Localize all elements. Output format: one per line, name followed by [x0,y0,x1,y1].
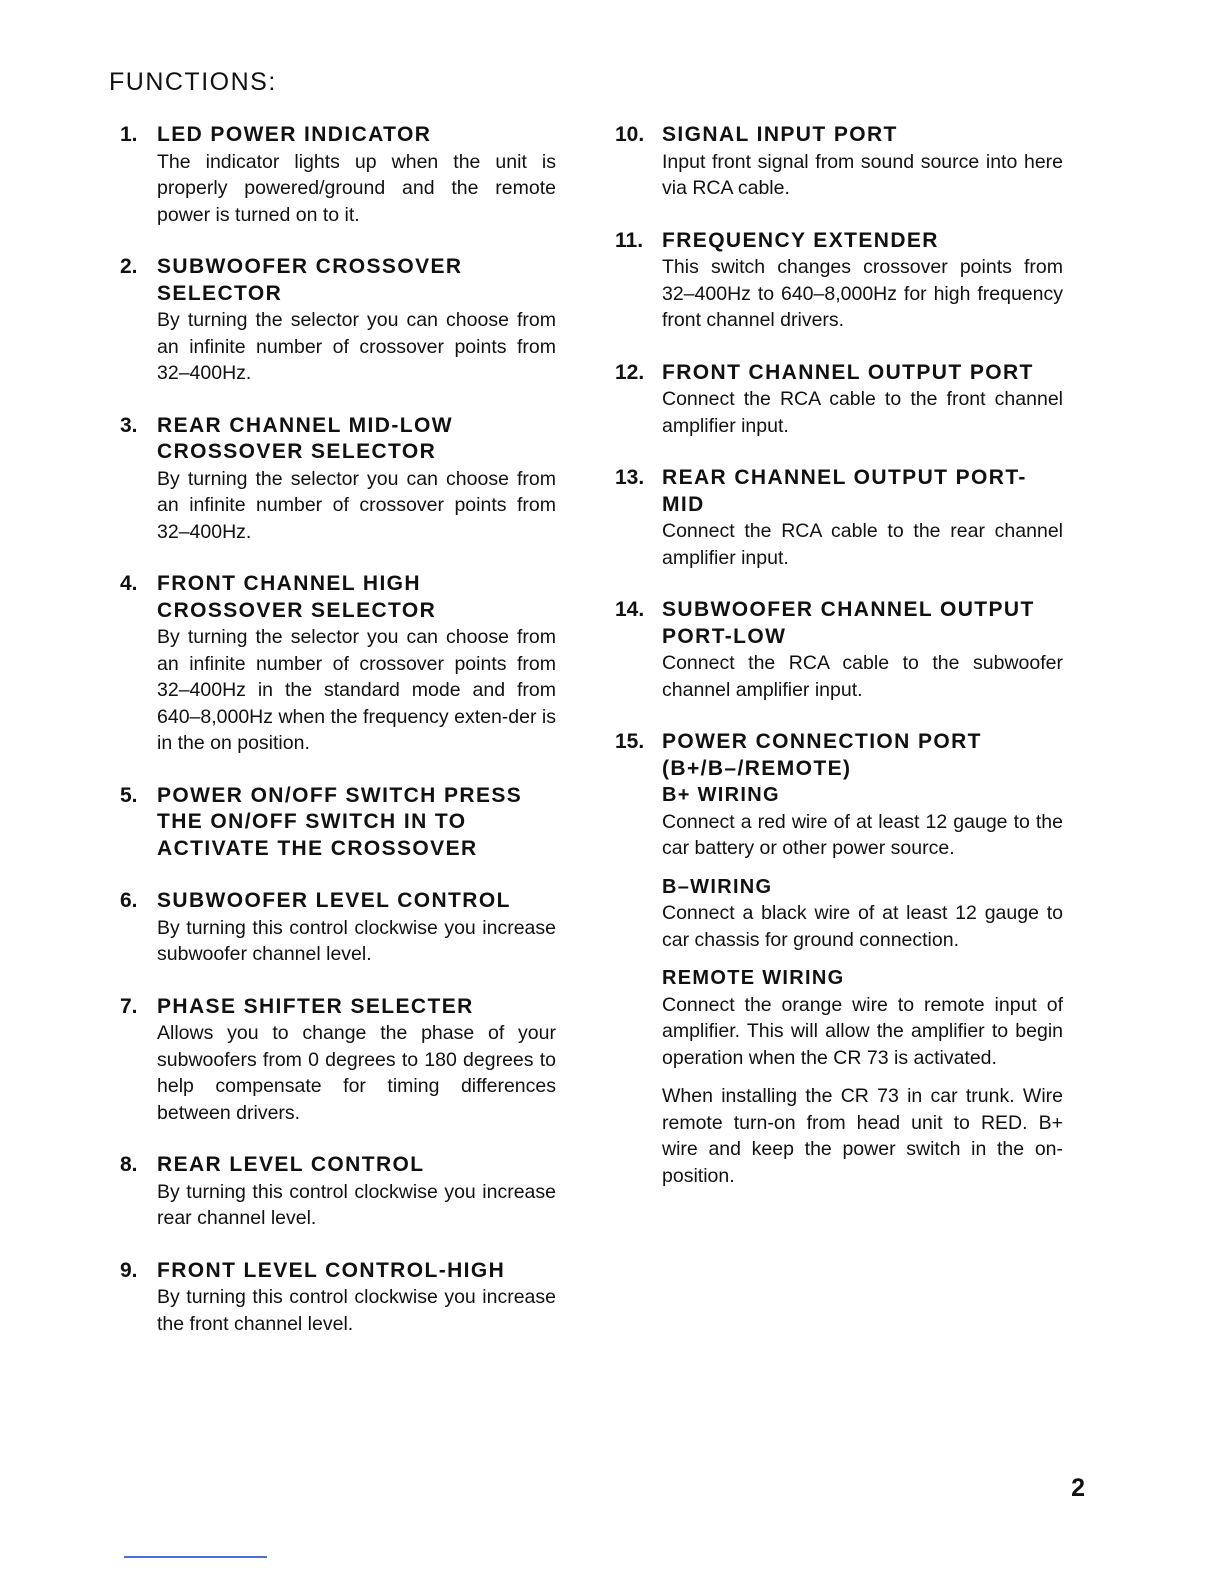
remote-wiring [662,965,1063,1071]
item-description: Connect the RCA cable to the subwoofer channel amplifier input. [662,652,1063,701]
item-heading: SUBWOOFER LEVEL CONTROL [157,889,511,912]
item-number: 15. [615,730,645,753]
function-item [120,1152,556,1232]
b-minus-wiring [662,874,1063,954]
item-number: 5. [120,783,138,807]
function-item [615,597,1063,703]
item-number: 2. [120,255,138,278]
item-description: Allows you to change the phase of your subwoofers from 0 degrees to 180 degrees to help compensate for timing differences between drivers. [157,1022,556,1124]
item-description: By turning this control clockwise you increase rear channel level. [157,1180,556,1229]
item-description: By turning the selector you can choose from an infinite number of crossover points from 32–400Hz. [157,467,556,543]
page-number: 2 [1071,1474,1085,1502]
function-item [120,888,556,968]
item-number: 3. [120,413,138,437]
function-item [120,783,556,863]
function-item [120,571,556,757]
item-number: 8. [120,1153,138,1176]
function-item [120,122,556,228]
item-description: By turning the selector you can choose from an infinite number of crossover points from 32–400Hz in the standard mode and from 640–8,000Hz when the frequency exten-der is in the on position. [157,626,556,754]
item-heading: FREQUENCY EXTENDER [662,228,939,252]
item-heading: FRONT CHANNEL OUTPUT PORT [662,360,1034,384]
item-heading: PHASE SHIFTER SELECTER [157,994,474,1018]
item-heading: POWER CONNECTION PORT (B+/B–/REMOTE) [662,730,982,780]
item-number: 7. [120,994,138,1018]
item-description: By turning this control clockwise you increase subwoofer channel level. [157,916,556,965]
right-column [615,122,1063,1215]
item-heading: SUBWOOFER CROSSOVER SELECTOR [157,255,463,305]
item-number: 13. [615,466,645,489]
item-number: 4. [120,572,138,595]
item-number: 12. [615,360,645,384]
item-description: Connect the RCA cable to the front channel amplifier input. [662,388,1063,437]
sub-description: Connect the orange wire to remote input of amplifier. This will allow the amplifier to begin operation when the CR 73 is activated. [662,993,1063,1069]
item-description: Connect the RCA cable to the rear channel amplifier input. [662,520,1063,569]
item-number: 9. [120,1258,138,1282]
function-item [120,254,556,387]
sub-heading: REMOTE WIRING [662,967,845,989]
item-heading: LED POWER INDICATOR [157,123,432,146]
b-plus-wiring [662,782,1063,862]
item-number: 14. [615,598,645,621]
function-item [120,413,556,546]
item-heading: POWER ON/OFF SWITCH PRESS THE ON/OFF SWITCH IN TO ACTIVATE THE CROSSOVER [157,783,523,860]
sub-description: Connect a red wire of at least 12 gauge to the car battery or other power source. [662,810,1063,859]
function-item [615,465,1063,571]
function-item [615,228,1063,334]
function-item [615,360,1063,440]
item-heading: SUBWOOFER CHANNEL OUTPUT PORT-LOW [662,598,1035,648]
item-heading: FRONT CHANNEL HIGH CROSSOVER SELECTOR [157,572,437,622]
installation-note: When installing the CR 73 in car trunk. Wire remote turn-on from head unit to RED. B+ wire and keep the power switch in the on-position. [662,1085,1063,1187]
item-number: 11. [615,228,644,252]
item-description: By turning this control clockwise you increase the front channel level. [157,1286,556,1335]
item-heading: SIGNAL INPUT PORT [662,123,898,146]
item-number: 6. [120,889,138,912]
item-heading: FRONT LEVEL CONTROL-HIGH [157,1258,506,1282]
function-item [120,994,556,1127]
function-item [615,122,1063,202]
item-description: Input front signal from sound source into here via RCA cable. [662,150,1063,199]
function-item [120,1258,556,1338]
sub-heading: B+ WIRING [662,784,780,806]
item-description: The indicator lights up when the unit is properly powered/ground and the remote power is turned on to it. [157,150,556,226]
item-description: This switch changes crossover points from 32–400Hz to 640–8,000Hz for high frequency front channel drivers. [662,256,1063,331]
item-description: By turning the selector you can choose from an infinite number of crossover points from 32–400Hz. [157,309,556,384]
footer-divider [124,1556,267,1558]
left-column [120,122,556,1363]
sub-heading: B–WIRING [662,875,773,898]
item-number: 1. [120,123,138,146]
item-heading: REAR CHANNEL OUTPUT PORT-MID [662,466,1027,516]
item-heading: REAR LEVEL CONTROL [157,1153,425,1176]
sub-description: Connect a black wire of at least 12 gauge to car chassis for ground connection. [662,902,1063,951]
page-title: FUNCTIONS: [109,68,277,96]
item-heading: REAR CHANNEL MID-LOW CROSSOVER SELECTOR [157,413,453,463]
function-item-power-connection [615,729,1063,1189]
item-number: 10. [615,123,645,146]
